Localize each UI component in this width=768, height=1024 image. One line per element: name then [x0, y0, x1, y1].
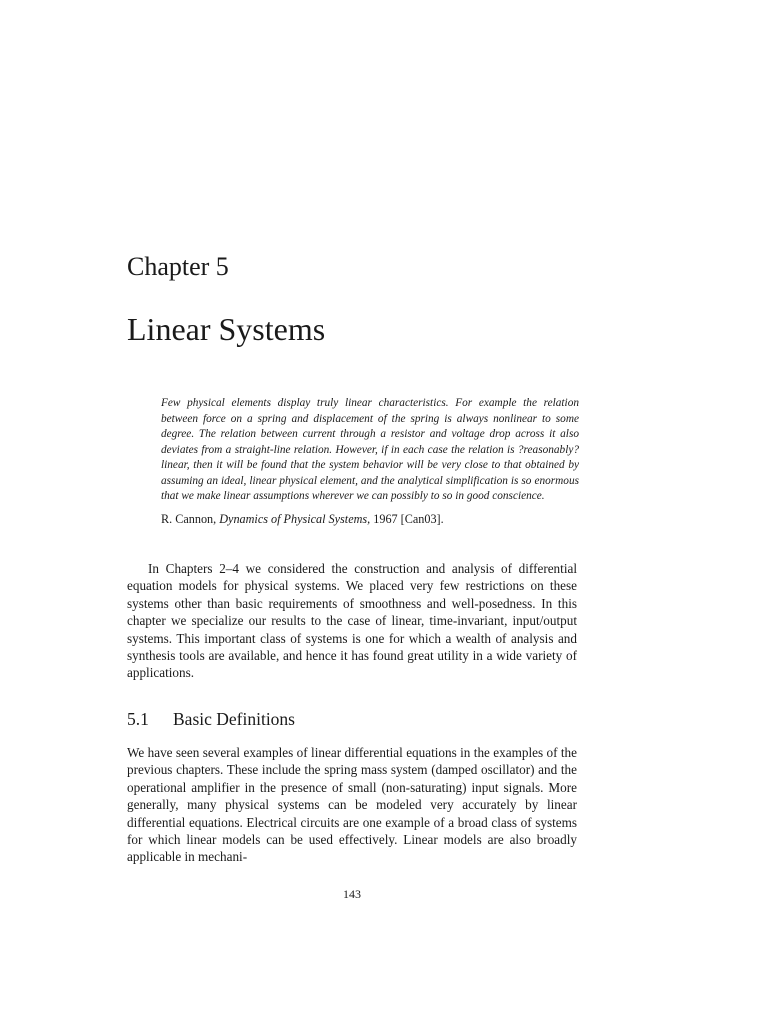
section-title: Basic Definitions: [173, 709, 295, 729]
section-paragraph: We have seen several examples of linear differential equations in the examples of the previous chapters. These include the spring mass system (damped oscillator) and the operational amplifier in the presence of small (non-saturating) input signals. More generally, many physical systems can be modeled very accurately by linear differential equations. Electrical circuits are one example of a broad class of systems for which linear models can be used effectively. Linear models are also broadly applicable in mechani-: [127, 745, 577, 865]
epigraph: [161, 396, 579, 527]
section-heading: [127, 708, 295, 730]
page-number: 143: [343, 887, 361, 901]
epigraph-citation: [161, 511, 579, 527]
epigraph-quote: Few physical elements display truly linear characteristics. For example the relation between force on a spring and displacement of the spring is always nonlinear to some degree. The relation between current through a resistor and voltage drop across it also deviates from a straight-line relation. However, if in each case the relation is ?reasonably? linear, then it will be found that the system behavior will be very close to that obtained by assuming an ideal, linear physical element, and the analytical simplification is so enormous that we make linear assumptions wherever we can possibly to so in good conscience.: [161, 397, 579, 502]
chapter-title: Linear Systems: [127, 311, 326, 347]
epigraph-book-title: Dynamics of Physical Systems,: [219, 511, 371, 526]
section-number: 5.1: [127, 709, 149, 729]
chapter-label: Chapter 5: [127, 252, 229, 281]
epigraph-author: R. Cannon,: [161, 511, 217, 526]
intro-paragraph: In Chapters 2–4 we considered the construction and analysis of differential equation models for physical systems. We placed very few restrictions on these systems other than basic requirements of smoothness and well-posedness. In this chapter we specialize our results to the case of linear, time-invariant, input/output systems. This important class of systems is one for which a wealth of analysis and synthesis tools are available, and hence it has found great utility in a wide variety of applications.: [127, 561, 577, 681]
epigraph-year-reference: 1967 [Can03].: [373, 511, 444, 526]
